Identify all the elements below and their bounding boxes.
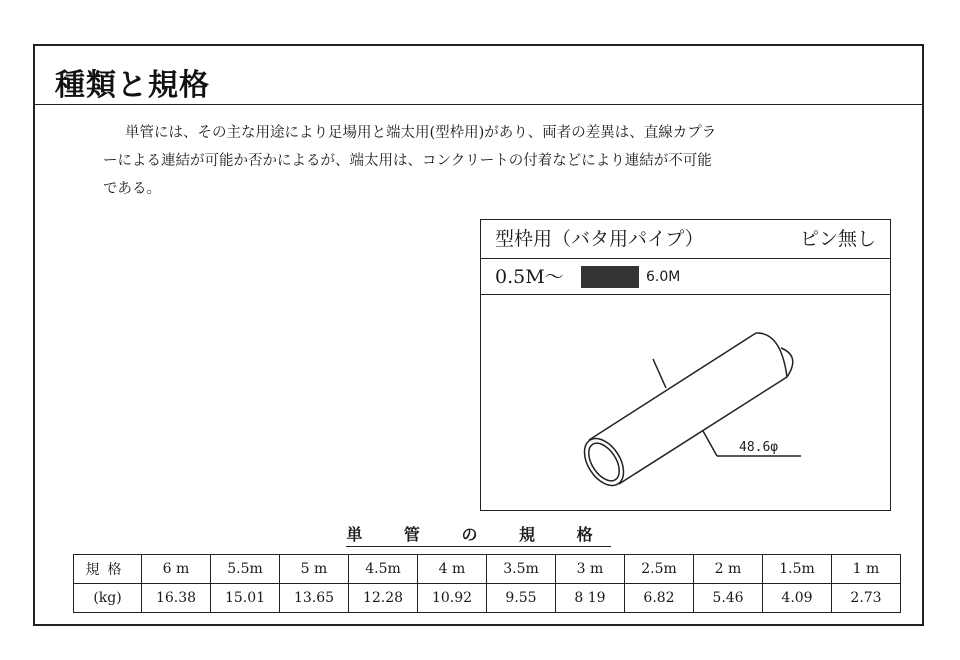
length-cell: 6 m bbox=[142, 555, 211, 584]
length-cell: 1.5m bbox=[763, 555, 832, 584]
spec-header-row bbox=[481, 220, 890, 259]
length-cell: 4 m bbox=[418, 555, 487, 584]
intro-line: ーによる連結が可能か否かによるが、端太用は、コンクリートの付着などにより連結が不可能 bbox=[103, 153, 712, 169]
table-row bbox=[74, 584, 901, 613]
table-title-text: 単 管 の 規 格 bbox=[346, 525, 610, 547]
weight-cell: 13.65 bbox=[280, 584, 349, 613]
pipe-weight-table bbox=[73, 554, 901, 613]
length-cell: 5 m bbox=[280, 555, 349, 584]
page-title: 種類と規格 bbox=[55, 68, 210, 103]
length-range-from: 0.5M～ bbox=[495, 266, 564, 288]
weight-cell: 5.46 bbox=[694, 584, 763, 613]
diameter-label: 48.6φ bbox=[739, 440, 779, 455]
weight-cell: 10.92 bbox=[418, 584, 487, 613]
weight-cell: 8 19 bbox=[556, 584, 625, 613]
length-cell: 2.5m bbox=[625, 555, 694, 584]
table-row bbox=[74, 555, 901, 584]
pipe-illustration bbox=[481, 296, 890, 508]
pipe-spec-box bbox=[480, 219, 891, 511]
document-frame bbox=[33, 44, 924, 626]
weight-cell: 2.73 bbox=[832, 584, 901, 613]
length-cell: 3.5m bbox=[487, 555, 556, 584]
length-range-to: 6.0M bbox=[646, 269, 681, 285]
weight-cell: 4.09 bbox=[763, 584, 832, 613]
length-cell: 1 m bbox=[832, 555, 901, 584]
weight-cell: 9.55 bbox=[487, 584, 556, 613]
spec-pin-label: ピン無し bbox=[799, 228, 876, 250]
length-cell: 4.5m bbox=[349, 555, 418, 584]
table-title bbox=[35, 522, 922, 545]
intro-line: である。 bbox=[103, 181, 161, 197]
intro-paragraph bbox=[103, 119, 873, 203]
length-cell: 5.5m bbox=[211, 555, 280, 584]
weight-cell: 6.82 bbox=[625, 584, 694, 613]
weight-cell: 15.01 bbox=[211, 584, 280, 613]
table-head-label: 規格 bbox=[74, 555, 142, 584]
spec-type-name: 型枠用（バタ用パイプ） bbox=[495, 228, 704, 250]
weight-cell: 16.38 bbox=[142, 584, 211, 613]
weight-cell: 12.28 bbox=[349, 584, 418, 613]
redaction-block bbox=[581, 266, 639, 288]
length-cell: 3 m bbox=[556, 555, 625, 584]
spec-length-row bbox=[481, 260, 890, 295]
length-cell: 2 m bbox=[694, 555, 763, 584]
intro-line: 単管には、その主な用途により足場用と端太用(型枠用)があり、両者の差異は、直線カプラ bbox=[125, 125, 717, 141]
title-divider bbox=[35, 104, 922, 105]
table-unit-label: (kg) bbox=[74, 584, 142, 613]
